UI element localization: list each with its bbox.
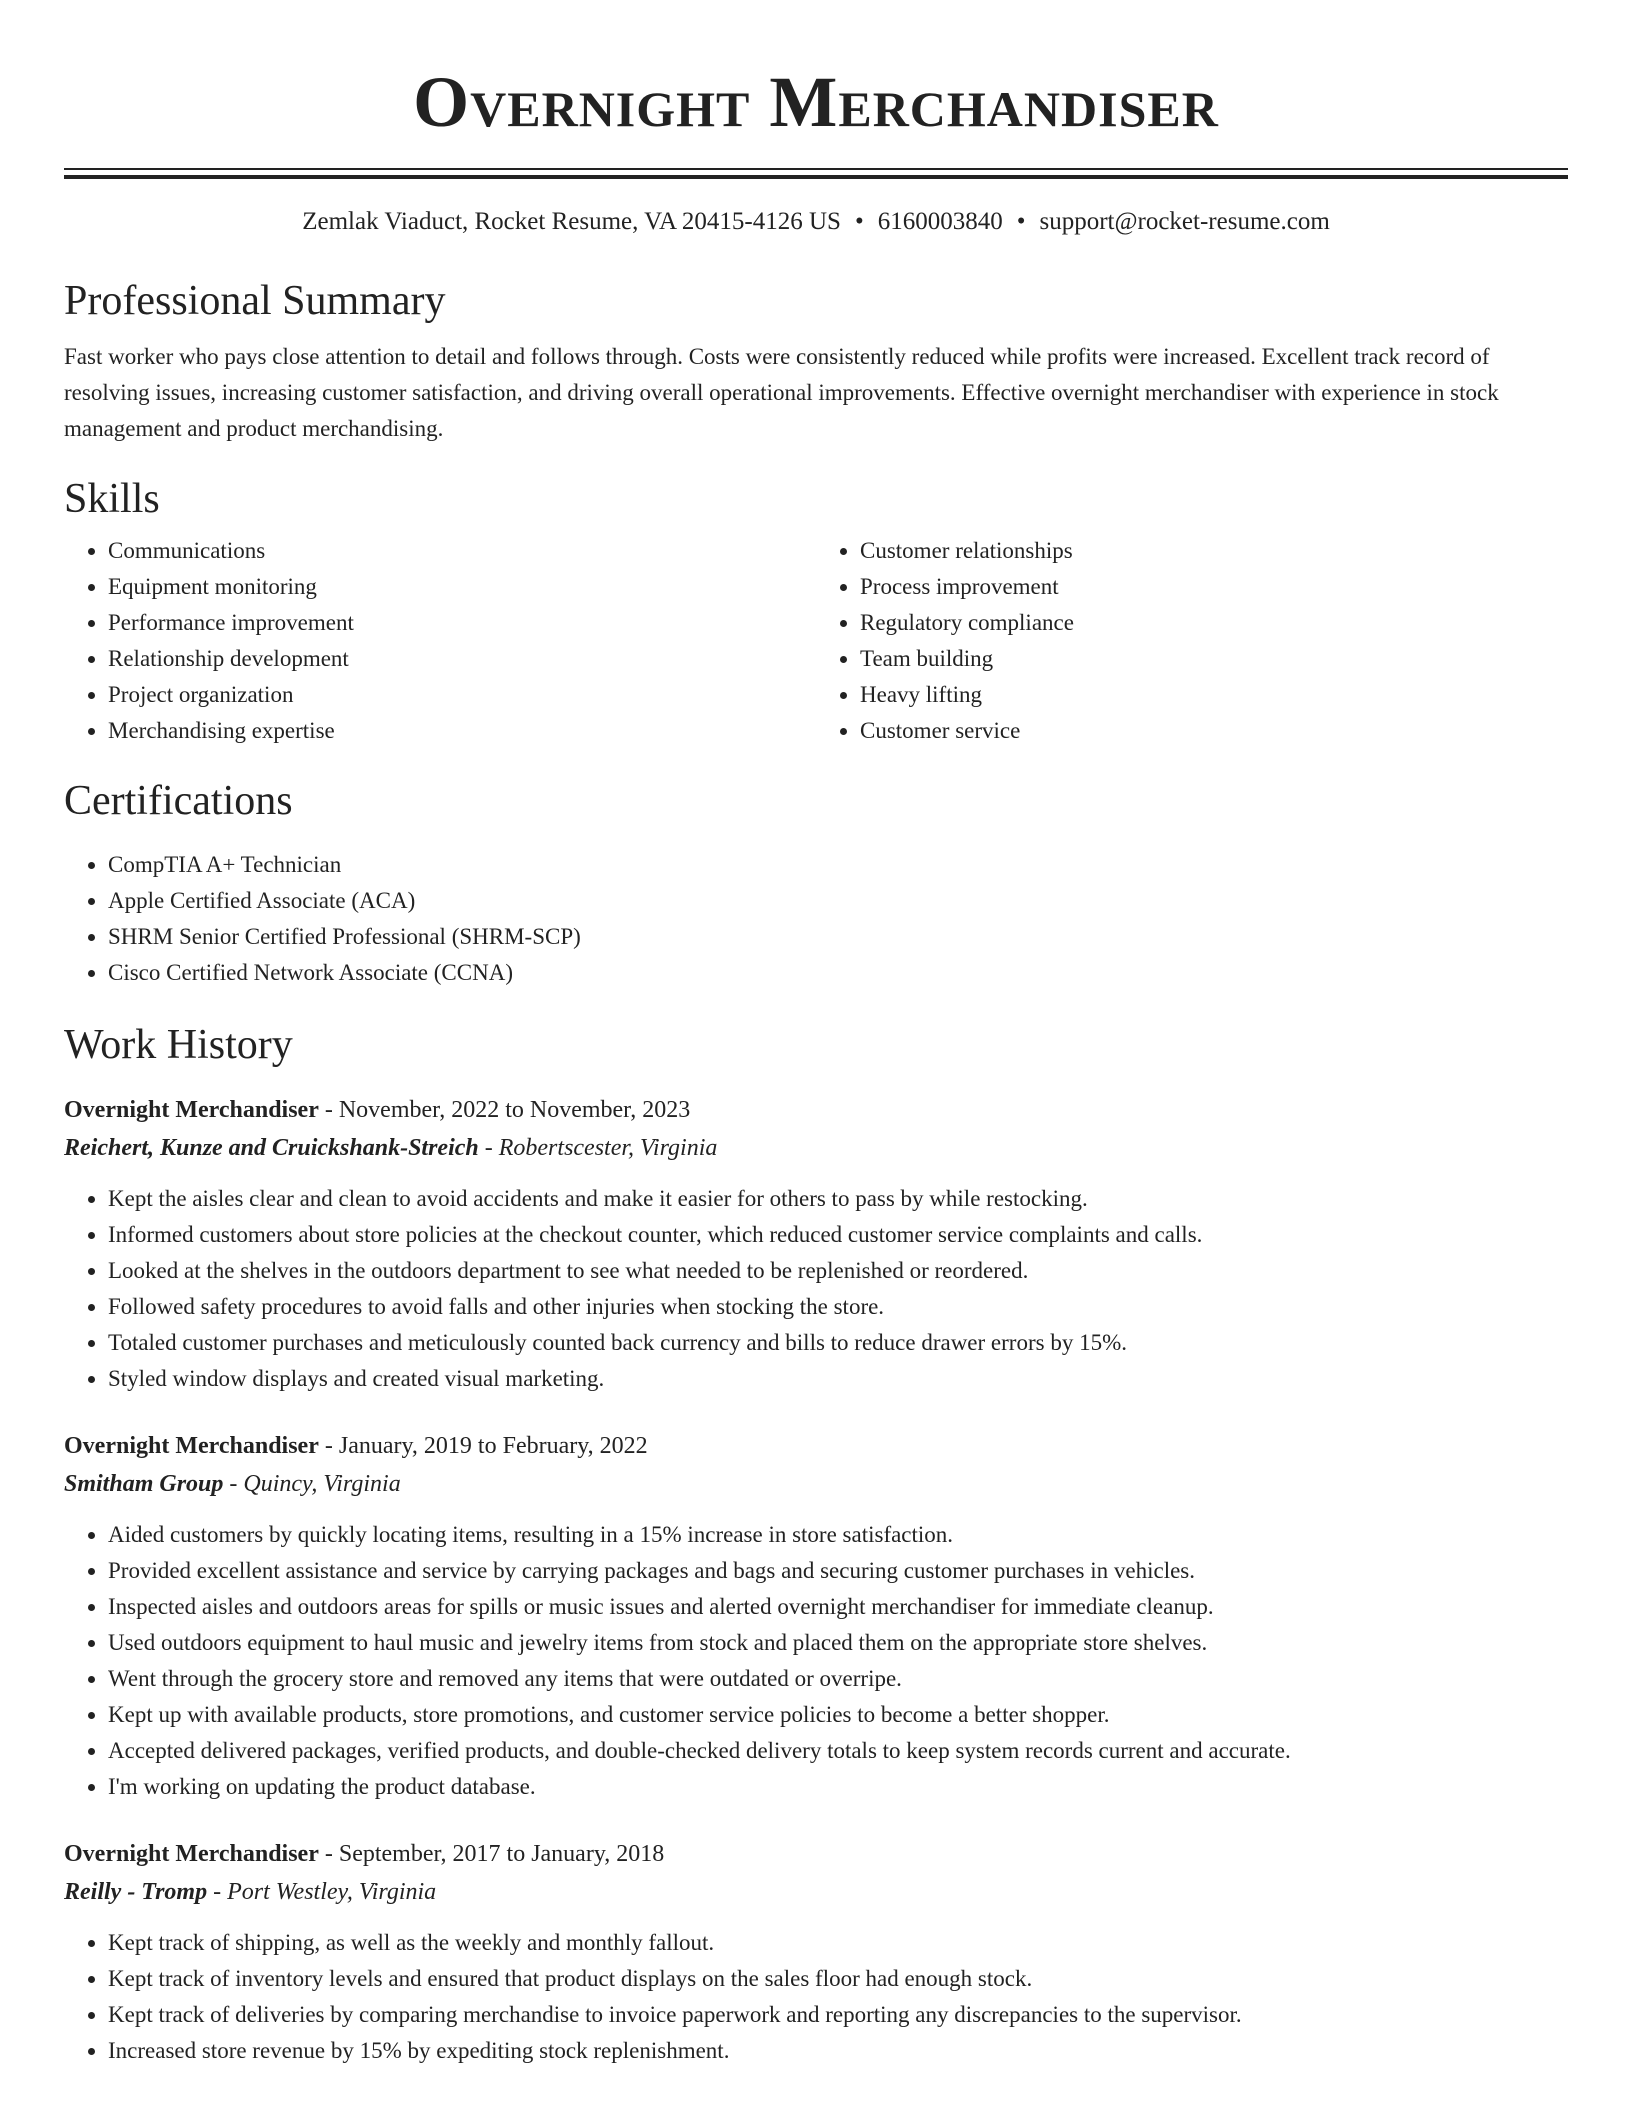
job-bullet: • Kept track of inventory levels and ensured that product displays on the sales floor had enough stock. bbox=[108, 1961, 1568, 1997]
email: support@rocket-resume.com bbox=[1039, 208, 1330, 235]
job-company: Reichert, Kunze and Cruickshank-Streich bbox=[64, 1135, 479, 1161]
job-company-line bbox=[64, 1465, 1568, 1503]
skill-item: • Equipment monitoring bbox=[108, 569, 816, 605]
job-dates: - September, 2017 to January, 2018 bbox=[318, 1841, 665, 1867]
job-bullet: • Provided excellent assistance and service by carrying packages and bags and securing customer purchases in vehicles. bbox=[108, 1553, 1568, 1589]
job-bullet: • Went through the grocery store and removed any items that were outdated or overripe. bbox=[108, 1661, 1568, 1697]
skill-item: • Customer service bbox=[860, 713, 1568, 749]
contact-separator: • bbox=[854, 208, 864, 235]
job-company-line bbox=[64, 1129, 1568, 1167]
skill-item: • Process improvement bbox=[860, 569, 1568, 605]
skill-item: • Regulatory compliance bbox=[860, 605, 1568, 641]
certifications-section bbox=[64, 775, 1568, 991]
job-bullet: • Increased store revenue by 15% by expediting stock replenishment. bbox=[108, 2033, 1568, 2069]
job-bullets bbox=[64, 1925, 1568, 2069]
job-location: - Robertscester, Virginia bbox=[478, 1135, 718, 1161]
job-bullet: • Kept up with available products, store promotions, and customer service policies to become a better shopper. bbox=[108, 1697, 1568, 1733]
header-divider bbox=[64, 168, 1568, 179]
job-bullet: • Accepted delivered packages, verified products, and double-checked delivery totals to keep system records current and accurate. bbox=[108, 1733, 1568, 1769]
skills-list-right bbox=[816, 533, 1568, 749]
skill-item: • Project organization bbox=[108, 677, 816, 713]
job-dates: - November, 2022 to November, 2023 bbox=[318, 1097, 691, 1123]
section-title-work: Work History bbox=[64, 1022, 293, 1068]
phone: 6160003840 bbox=[877, 208, 1003, 235]
job-company: Smitham Group bbox=[64, 1471, 224, 1497]
skill-item: • Performance improvement bbox=[108, 605, 816, 641]
job-bullet: • Styled window displays and created visual marketing. bbox=[108, 1361, 1568, 1397]
skill-item: • Relationship development bbox=[108, 641, 816, 677]
skill-item: • Merchandising expertise bbox=[108, 713, 816, 749]
job-entry bbox=[64, 1091, 1568, 1397]
section-title-skills: Skills bbox=[64, 476, 160, 522]
skills-section bbox=[64, 473, 1568, 749]
job-bullet: • Informed customers about store policies at the checkout counter, which reduced customer service complaints and calls. bbox=[108, 1217, 1568, 1253]
summary-text: Fast worker who pays close attention to detail and follows through. Costs were consistently reduced while profits were increased. Excellent track record of resolving issues, increasing customer satisfaction, and driving overall operational improvements. Effective overnight merchandiser with experience in stock management and product merchandising. bbox=[64, 344, 1499, 441]
certification-item: • SHRM Senior Certified Professional (SHRM-SCP) bbox=[108, 919, 1568, 955]
contact-separator: • bbox=[1016, 208, 1026, 235]
summary-section bbox=[64, 275, 1568, 447]
job-bullet: • Used outdoors equipment to haul music and jewelry items from stock and placed them on the appropriate store shelves. bbox=[108, 1625, 1568, 1661]
job-title: Overnight Merchandiser bbox=[64, 1097, 319, 1123]
certification-item: • Apple Certified Associate (ACA) bbox=[108, 883, 1568, 919]
skills-list-left bbox=[64, 533, 816, 749]
job-entry bbox=[64, 1427, 1568, 1805]
job-bullet: • Totaled customer purchases and meticulously counted back currency and bills to reduce drawer errors by 15%. bbox=[108, 1325, 1568, 1361]
job-bullet: • Kept track of shipping, as well as the weekly and monthly fallout. bbox=[108, 1925, 1568, 1961]
job-bullet: • Aided customers by quickly locating items, resulting in a 15% increase in store satisfaction. bbox=[108, 1517, 1568, 1553]
certification-item: • CompTIA A+ Technician bbox=[108, 847, 1568, 883]
job-title: Overnight Merchandiser bbox=[64, 1841, 319, 1867]
job-bullet: • Looked at the shelves in the outdoors department to see what needed to be replenished or reordered. bbox=[108, 1253, 1568, 1289]
job-location: - Port Westley, Virginia bbox=[207, 1879, 437, 1905]
jobs-list bbox=[64, 1091, 1568, 2069]
skill-item: • Team building bbox=[860, 641, 1568, 677]
job-bullet: • Inspected aisles and outdoors areas for spills or music issues and alerted overnight merchandiser for immediate cleanup. bbox=[108, 1589, 1568, 1625]
address: Zemlak Viaduct, Rocket Resume, VA 20415-4126 US bbox=[302, 208, 841, 235]
skills-columns bbox=[64, 533, 1568, 749]
job-bullet: • Kept track of deliveries by comparing merchandise to invoice paperwork and reporting any discrepancies to the supervisor. bbox=[108, 1997, 1568, 2033]
job-heading bbox=[64, 1835, 1568, 1873]
skill-item: • Heavy lifting bbox=[860, 677, 1568, 713]
job-heading bbox=[64, 1427, 1568, 1465]
skill-item: • Customer relationships bbox=[860, 533, 1568, 569]
certifications-list bbox=[64, 847, 1568, 991]
job-title: Overnight Merchandiser bbox=[64, 1433, 319, 1459]
contact-line bbox=[64, 205, 1568, 239]
section-title-certifications: Certifications bbox=[64, 778, 293, 824]
section-title-summary: Professional Summary bbox=[64, 278, 446, 324]
job-entry bbox=[64, 1835, 1568, 2069]
skill-item: • Communications bbox=[108, 533, 816, 569]
candidate-name: Overnight Merchandiser bbox=[413, 62, 1219, 142]
job-bullet: • Followed safety procedures to avoid falls and other injuries when stocking the store. bbox=[108, 1289, 1568, 1325]
job-dates: - January, 2019 to February, 2022 bbox=[318, 1433, 648, 1459]
job-bullets bbox=[64, 1517, 1568, 1805]
certification-item: • Cisco Certified Network Associate (CCNA) bbox=[108, 955, 1568, 991]
work-section bbox=[64, 1019, 1568, 2069]
job-location: - Quincy, Virginia bbox=[223, 1471, 401, 1497]
job-heading bbox=[64, 1091, 1568, 1129]
job-bullet: • Kept the aisles clear and clean to avoid accidents and make it easier for others to pass by while restocking. bbox=[108, 1181, 1568, 1217]
job-company-line bbox=[64, 1873, 1568, 1911]
job-bullet: • I'm working on updating the product database. bbox=[108, 1769, 1568, 1805]
job-bullets bbox=[64, 1181, 1568, 1397]
job-company: Reilly - Tromp bbox=[64, 1879, 208, 1905]
